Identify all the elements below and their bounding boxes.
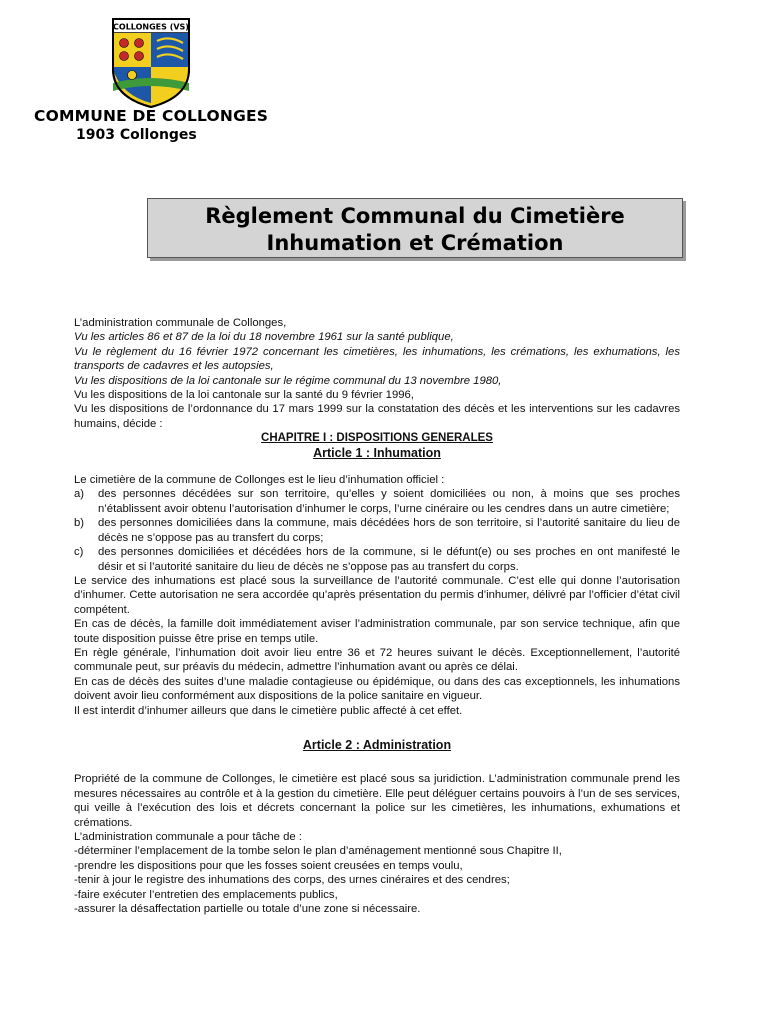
list-item [74, 545, 680, 574]
article-1-heading: Article 1 : Inhumation [313, 445, 441, 460]
list-item-text: des personnes domiciliées et décédées hors de la commune, si le défunt(e) ou ses proches en ont manifesté le désir et si l’autorité sanitaire du lieu de décès ne s’oppose pas au transfert du corps. [98, 546, 680, 573]
task-item: -déterminer l’emplacement de la tombe selon le plan d’aménagement mentionné sous Chapitre II, [74, 845, 562, 858]
document-title-line2: Inhumation et Crémation [266, 231, 564, 255]
list-item [74, 516, 680, 545]
preamble-line: Vu le règlement du 16 février 1972 concernant les cimetières, les inhumations, les crémations, les exhumations, les transports de cadavres et les autopsies, [74, 345, 680, 373]
task-item: -prendre les dispositions pour que les fosses soient creusées en temps voulu, [74, 859, 463, 872]
task-item: -assurer la désaffectation partielle ou totale d’une zone si nécessaire. [74, 903, 421, 916]
article-2-tasks-intro: L’administration communale a pour tâche de : [74, 831, 302, 843]
document-title-box [147, 198, 683, 258]
document-title-line1: Règlement Communal du Cimetière [205, 204, 625, 228]
list-marker: b) [74, 517, 85, 530]
commune-name: COMMUNE DE COLLONGES [34, 107, 269, 125]
list-marker: a) [74, 488, 85, 501]
commune-postcode: 1903 Collonges [76, 127, 197, 143]
list-item-text: des personnes décédées sur son territoire, qu’elles y soient domiciliées ou non, à moins que ses proches n’établissent avoir obtenu l’autorisation d’inhumer le corps, l’urne cinéraire ou les cendres dans un autre cimetière; [98, 488, 680, 515]
document-body [74, 316, 680, 916]
task-item: -tenir à jour le registre des inhumations des corps, des urnes cinéraires et des cendres; [74, 874, 510, 887]
chapter-heading: CHAPITRE I : DISPOSITIONS GENERALES [261, 432, 493, 445]
article-1-paragraph: En cas de décès des suites d’une maladie contagieuse ou épidémique, ou dans des cas exceptionnels, les inhumations doivent avoir lieu conformément aux dispositions de la police sanitaire en vigueur. [74, 675, 680, 703]
preamble-line: Vu les dispositions de la loi cantonale sur le régime communal du 13 novembre 1980, [74, 374, 502, 387]
article-1-paragraph: Il est interdit d’inhumer ailleurs que dans le cimetière public affecté à cet effet. [74, 704, 463, 717]
article-1-paragraph: En règle générale, l’inhumation doit avoir lieu entre 36 et 72 heures suivant le décès. Exceptionnellement, l’autorité communale peut, sur préavis du médecin, admettre l’inhumation avant ou après ce délai. [74, 646, 680, 674]
list-marker: c) [74, 546, 84, 559]
preamble-line: L’administration communale de Collonges, [74, 317, 287, 329]
preamble-line: Vu les articles 86 et 87 de la loi du 18 novembre 1961 sur la santé publique, [74, 331, 454, 344]
article-2-paragraph: Propriété de la commune de Collonges, le cimetière est placé sous sa juridiction. L’administration communale prend les mesures nécessaires au contrôle et à la gestion du cimetière. Elle peut déléguer certains pouvoirs à l’un de ses services, qui veille à l’exécution des lois et décrets concernant la police sur les cimetières, les inhumations, exhumations et crémations. [74, 773, 680, 829]
article-2-heading: Article 2 : Administration [302, 737, 452, 752]
article-1-intro: Le cimetière de la commune de Collonges est le lieu d’inhumation officiel : [74, 474, 445, 487]
crest-label: COLLONGES (VS) [113, 22, 189, 32]
preamble-line: Vu les dispositions de la loi cantonale sur la santé du 9 février 1996, [74, 389, 414, 402]
commune-crest-logo [111, 17, 191, 109]
task-item: -faire exécuter l’entretien des emplacements publics, [74, 888, 338, 901]
article-1-paragraph: Le service des inhumations est placé sous la surveillance de l’autorité communale. C’est elle qui donne l’autorisation d’inhumer. Cette autorisation ne sera accordée qu’après présentation du permis d’inhumer, délivré par l’officier d’état civil compétent. [74, 574, 680, 616]
preamble-line: Vu les dispositions de l’ordonnance du 17 mars 1999 sur la constatation des décès et les interventions sur les cadavres humains, décide : [74, 403, 680, 430]
list-item-text: des personnes domiciliées dans la commune, mais décédées hors de son territoire, si l’autorité sanitaire du lieu de décès ne s’oppose pas au transfert du corps; [98, 517, 680, 544]
article-1-paragraph: En cas de décès, la famille doit immédiatement aviser l’administration communale, par son service technique, afin que toute disposition puisse être prise en temps utile. [74, 618, 680, 645]
list-item [74, 487, 680, 516]
